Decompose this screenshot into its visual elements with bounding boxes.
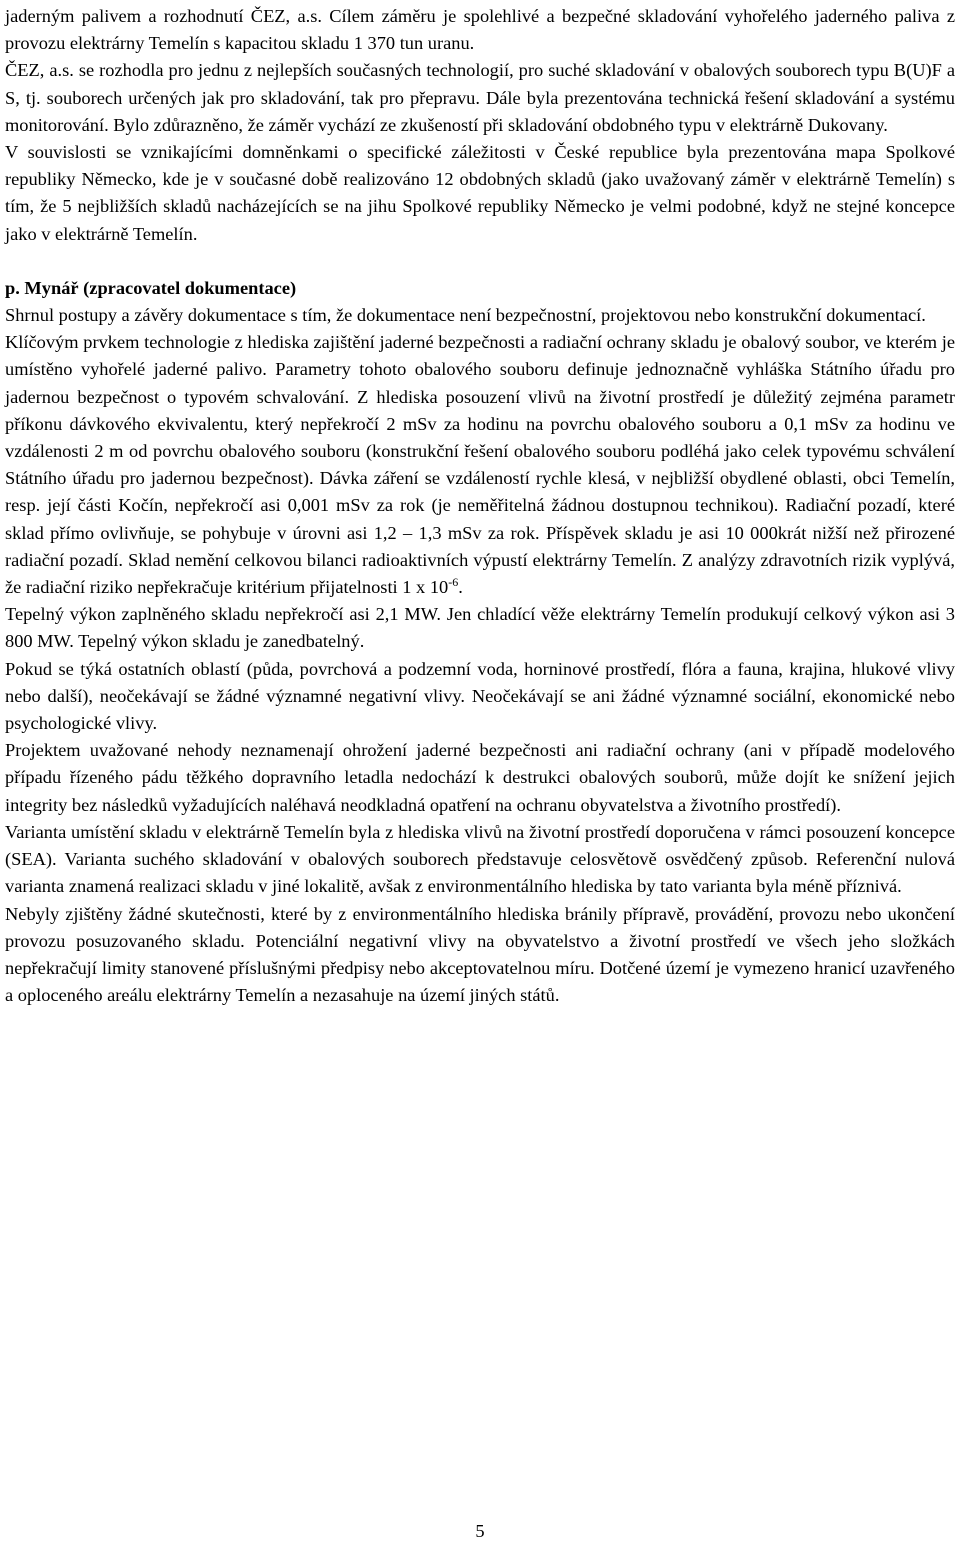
paragraph-other-areas: Pokud se týká ostatních oblastí (půda, povrchová a podzemní voda, horninové prostředí, flóra a fauna, krajina, hlukové vlivy nebo další), neočekávají se žádné významné negativní vlivy. Neočekávají se ani žádné významné sociální, ekonomické nebo psychologické vlivy.: [5, 658, 955, 734]
exponent-tail: .: [458, 577, 463, 598]
page-number: 5: [475, 1521, 485, 1541]
paragraph-variants: Varianta umístění skladu v elektrárně Temelín byla z hlediska vlivů na životní prostředí doporučena v rámci posouzení koncepce (SEA). Varianta suchého skladování v obalových souborech představuje celosvětově osvědčený způsob. Referenční nulová varianta znamená realizaci skladu v jiné lokalitě, avšak z environmentálního hlediska by tato varianta byla méně příznivá.: [5, 821, 955, 897]
paragraph-gap: [5, 248, 955, 275]
paragraph-accidents: Projektem uvažované nehody neznamenají ohrožení jaderné bezpečnosti ani radiační ochrany (ani v případě modelového případu řízeného pádu těžkého dopravního letadla nedochází k destrukci obalových souborů, může dojít ke snížení jejich integrity bez následků vyžadujících naléhavá neodkladná opatření na ochranu obyvatelstva a životního prostředí).: [5, 740, 955, 815]
paragraph-technology: ČEZ, a.s. se rozhodla pro jednu z nejlepších současných technologií, pro suché skladování v obalových souborech typu B(U)F a S, tj. souborech určených jak pro skladování, tak pro přepravu. Dále byla prezentována technická řešení skladování a systému monitorování. Bylo zdůrazněno, že záměr vychází ze zkušeností při skladování obdobného typu v elektrárně Dukovany.: [5, 60, 955, 135]
section-heading: p. Mynář (zpracovatel dokumentace): [5, 277, 297, 298]
paragraph-key-element: [5, 329, 955, 601]
paragraph-germany-map: V souvislosti se vznikajícími domněnkami o specifické záležitosti v České republice byla prezentována mapa Spolkové republiky Německo, kde je v současné době realizováno 12 obdobných skladů (jako uvažovaný záměr v elektrárně Temelín) s tím, že 5 nejbližších skladů nacházejících se na jihu Spolkové republiky Německo je velmi podobné, když ne stejné koncepce jako v elektrárně Temelín.: [5, 142, 955, 244]
paragraph-summary: Shrnul postupy a závěry dokumentace s tím, že dokumentace není bezpečnostní, projektovou nebo konstrukční dokumentací.: [5, 305, 926, 326]
paragraph-intro-continued: jaderným palivem a rozhodnutí ČEZ, a.s. Cílem záměru je spolehlivé a bezpečné skladování vyhořelého jaderného paliva z provozu elektrárny Temelín s kapacitou skladu 1 370 tun uranu.: [5, 6, 955, 54]
document-body: [5, 3, 955, 1009]
key-element-text: Klíčovým prvkem technologie z hlediska zajištění jaderné bezpečnosti a radiační ochrany skladu je obalový soubor, ve kterém je umístěno vyhořelé jaderné palivo. Parametry tohoto obalového souboru definuje jednoznačně vyhláška Státního úřadu pro jadernou bezpečnost o typovém schvalování. Z hlediska posouzení vlivů na životní prostředí je důležitý zejména parametr příkonu dávkového ekvivalentu, který nepřekročí 2 mSv za hodinu na povrchu obalového souboru a 0,1 mSv za hodinu ve vzdálenosti 2 m od povrchu obalového souboru (konstrukční řešení obalového souboru podléhá jako celek typovému schválení Státního úřadu pro jadernou bezpečnost). Dávka záření se vzdáleností rychle klesá, v nejbližší obydlené oblasti, obci Temelín, resp. její části Kočín, nepřekročí asi 0,001 mSv za rok (je neměřitelná žádnou dostupnou technikou). Radiační pozadí, které sklad přímo ovlivňuje, se pohybuje v úrovni asi 1,2 – 1,3 mSv za rok. Příspěvek skladu je asi 10 000krát nižší než přirozené radiační pozadí. Sklad nemění celkovou bilanci radioaktivních výpustí elektrárny Temelín. Z analýzy zdravotních rizik vyplývá, že radiační riziko nepřekračuje kritérium přijatelnosti 1 x 10: [5, 332, 955, 598]
paragraph-conclusion: Nebyly zjištěny žádné skutečnosti, které by z environmentálního hlediska bránily přípravě, provádění, provozu nebo ukončení provozu posuzovaného skladu. Potenciální negativní vlivy na obyvatelstvo a životní prostředí ve všech jeho složkách nepřekračují limity stanovené příslušnými předpisy nebo akceptovatelnou míru. Dotčené území je vymezeno hranicí uzavřeného a oploceného areálu elektrárny Temelín a nezasahuje na území jiných států.: [5, 903, 955, 1006]
paragraph-thermal-output: Tepelný výkon zaplněného skladu nepřekročí asi 2,1 MW. Jen chladící věže elektrárny Temelín produkují celkový výkon asi 3 800 MW. Tepelný výkon skladu je zanedbatelný.: [5, 604, 955, 652]
exponent: -6: [448, 574, 459, 589]
